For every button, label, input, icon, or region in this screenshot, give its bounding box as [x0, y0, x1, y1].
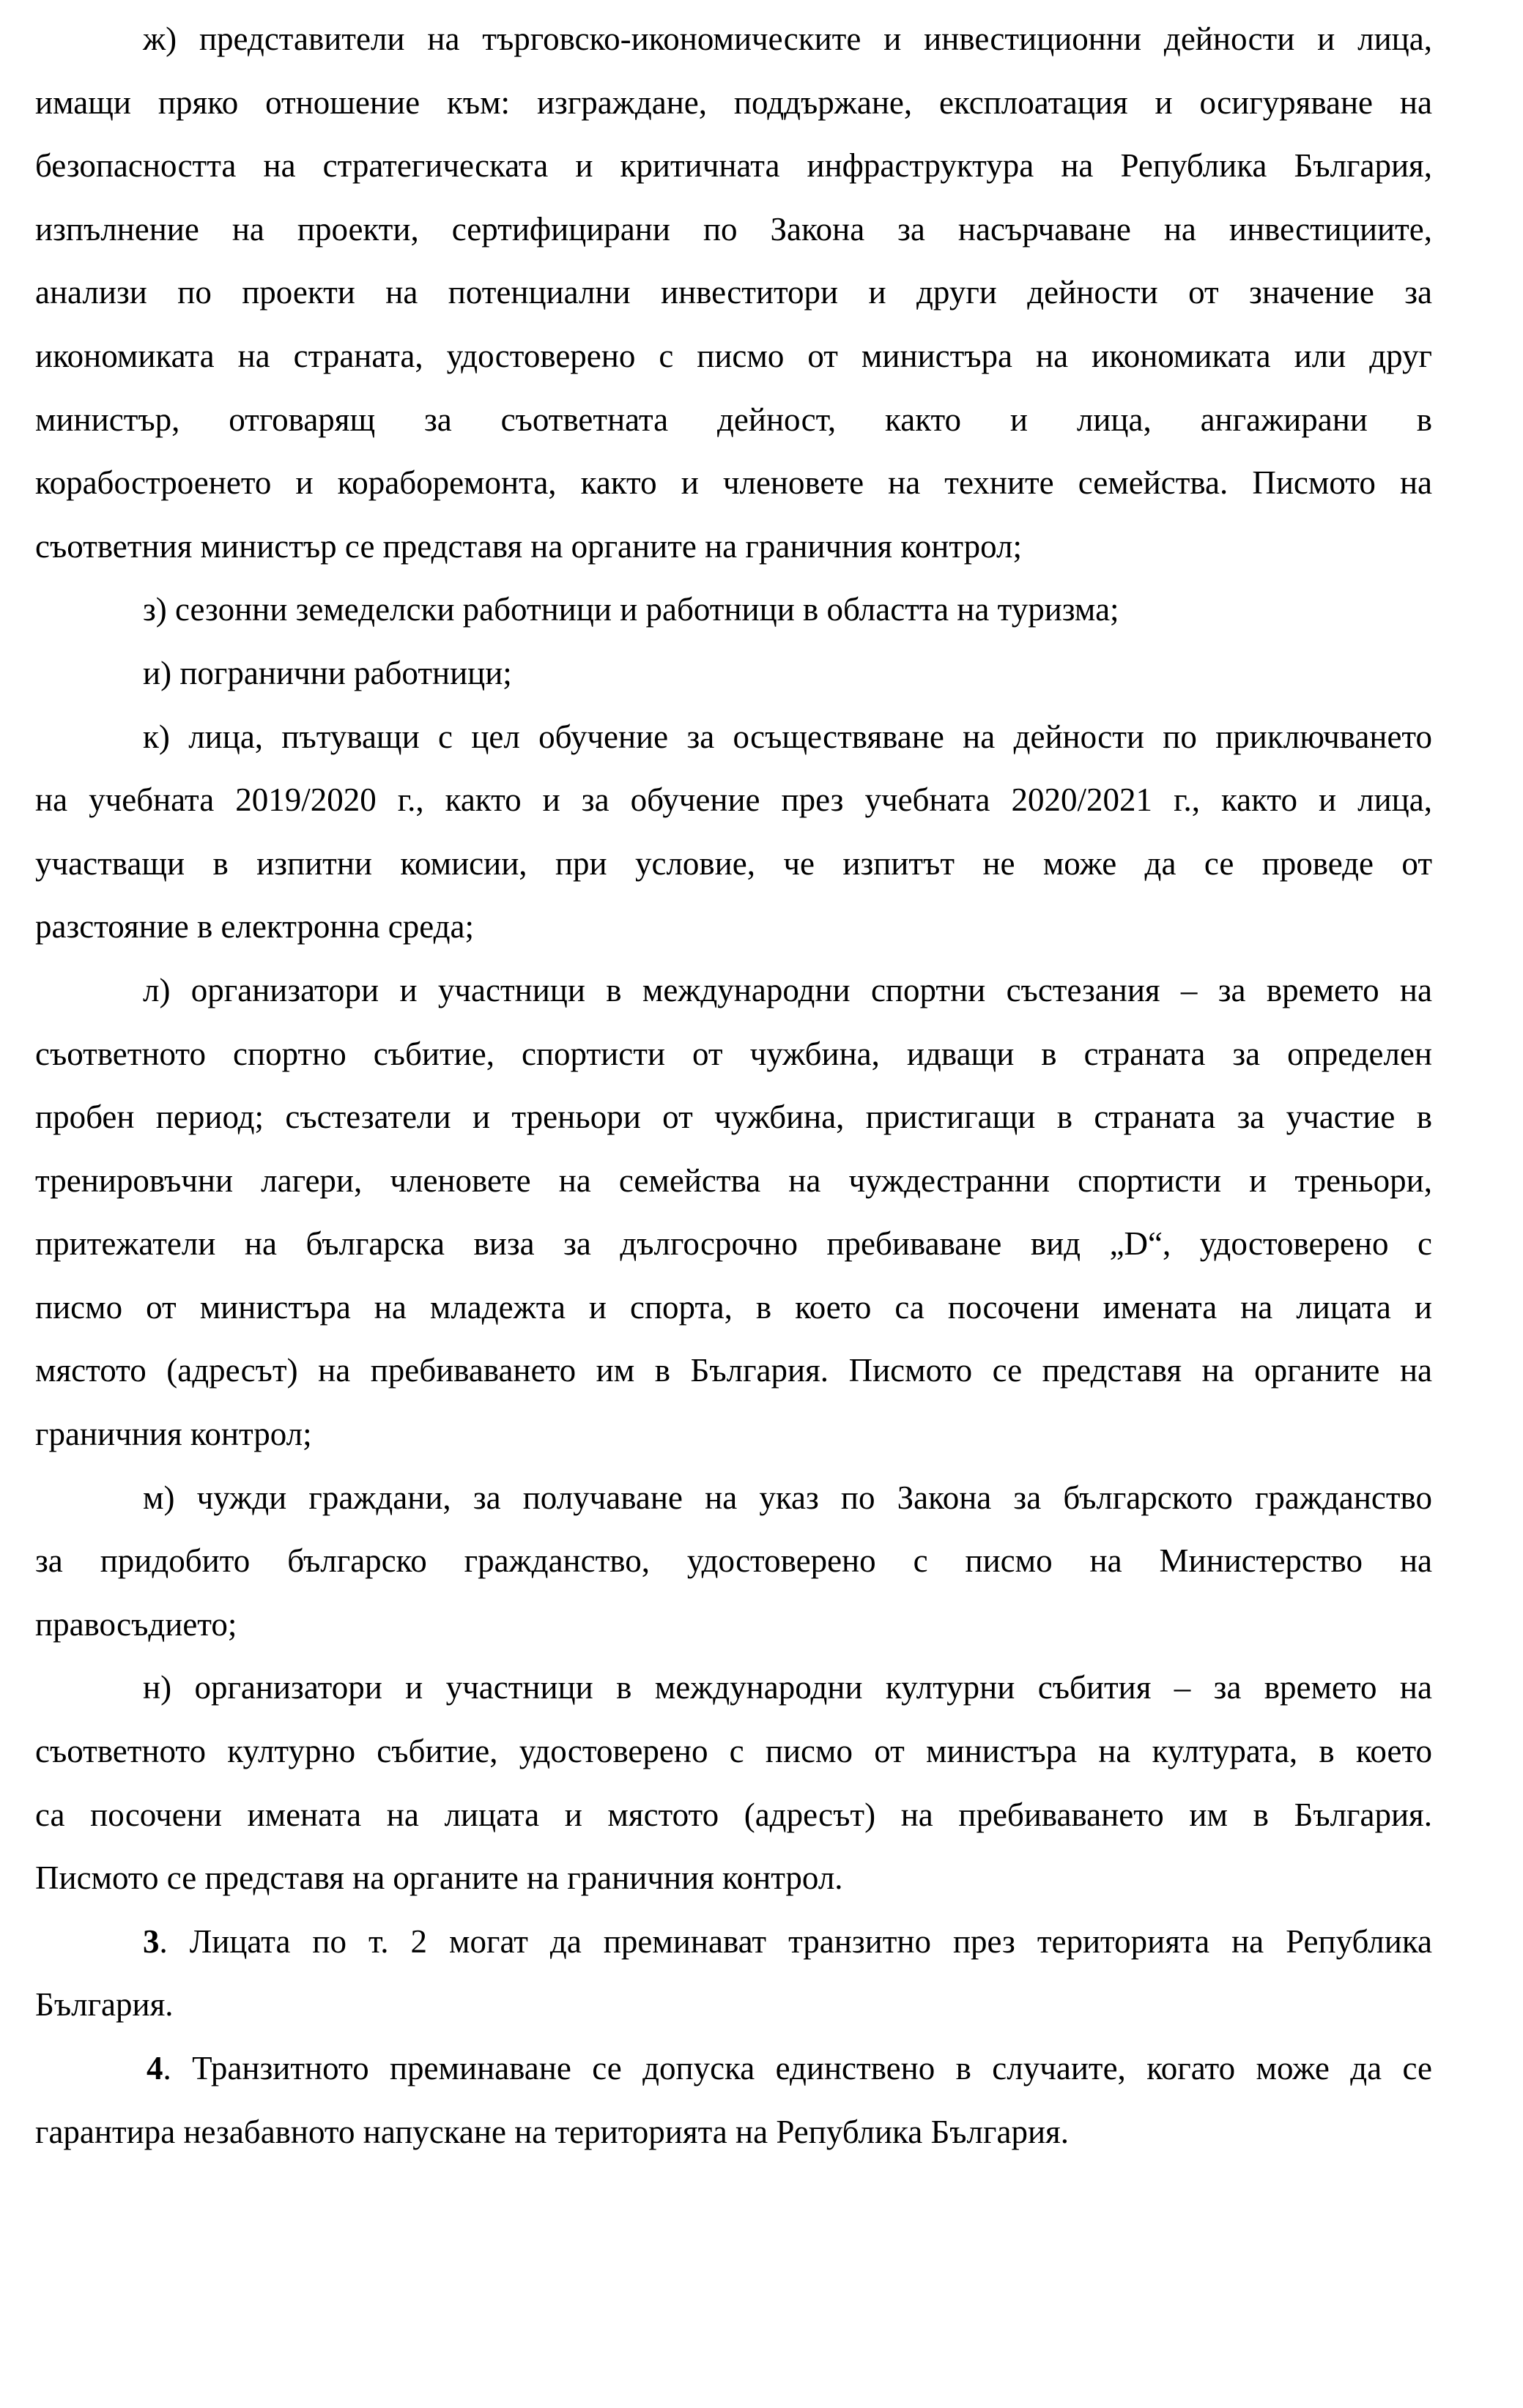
paragraph-l	[35, 959, 1432, 1466]
text-line: съответното спортно събитие, спортисти от чужбина, идващи в страната за определен	[35, 1035, 1432, 1072]
text-line: корабостроенето и кораборемонта, както и членовете на техните семейства. Писмото на	[35, 464, 1432, 502]
text-line: изпълнение на проекти, сертифицирани по Закона за насърчаване на инвестициите,	[35, 210, 1432, 248]
text-line: Писмото се представя на органите на граничния контрол.	[35, 1859, 843, 1897]
text-line: са посочени имената на лицата и мястото (адресът) на пребиваването им в България.	[35, 1796, 1432, 1833]
text-line: съответното културно събитие, удостоверено с писмо от министъра на културата, в което	[35, 1733, 1432, 1770]
text-line	[35, 2037, 1432, 2100]
text-line: н) организатори и участници в международни културни събития – за времето на	[143, 1669, 1432, 1706]
text-line: икономиката на страната, удостоверено с писмо от министъра на икономиката или друг	[35, 337, 1432, 374]
text-line: м) чужди граждани, за получаване на указ по Закона за българското гражданство	[143, 1479, 1432, 1516]
item-number: 3	[143, 1922, 160, 1960]
paragraph-item-3	[35, 1910, 1432, 2037]
text-line: мястото (адресът) на пребиваването им в България. Писмото се представя на органите на	[35, 1352, 1432, 1389]
text-line: к) лица, пътуващи с цел обучение за осъществяване на дейности по приключването	[143, 718, 1432, 755]
text-line: участващи в изпитни комисии, при условие, че изпитът не може да се проведе от	[35, 844, 1432, 882]
item-text: . Транзитното преминаване се допуска единствено в случаите, когато може да се	[163, 2050, 1432, 2086]
paragraph-n	[35, 1656, 1432, 1909]
text-line: л) организатори и участници в международни спортни състезания – за времето на	[143, 971, 1432, 1008]
paragraph-m	[35, 1466, 1432, 1657]
text-line: тренировъчни лагери, членовете на семейства на чуждестранни спортисти и треньори,	[35, 1162, 1432, 1199]
text-line: писмо от министъра на младежта и спорта, в което са посочени имената на лицата и	[35, 1288, 1432, 1326]
item-text: . Лицата по т. 2 могат да преминават транзитно през територията на Република	[159, 1922, 1432, 1960]
item-number: 4	[147, 2050, 163, 2086]
text-line: България.	[35, 1986, 174, 2024]
text-line: на учебната 2019/2020 г., както и за обучение през учебната 2020/2021 г., както и лица,	[35, 781, 1432, 819]
text-line: гарантира незабавното напускане на територията на Република България.	[35, 2113, 1069, 2150]
text-line: министър, отговарящ за съответната дейност, както и лица, ангажирани в	[35, 401, 1432, 438]
text-line: анализи по проекти на потенциални инвеститори и други дейности от значение за	[35, 274, 1432, 311]
text-line: з) сезонни земеделски работници и работници в областта на туризма;	[143, 591, 1119, 628]
paragraph-z	[35, 578, 1432, 642]
document-page	[35, 7, 1432, 2163]
text-line: притежатели на българска виза за дългосрочно пребиваване вид „D“, удостоверено с	[35, 1225, 1432, 1263]
text-line: съответния министър се представя на органите на граничния контрол;	[35, 527, 1022, 565]
text-line: пробен период; състезатели и треньори от чужбина, пристигащи в страната за участие в	[35, 1099, 1432, 1136]
paragraph-zh	[35, 7, 1432, 578]
text-line: безопасността на стратегическата и критичната инфраструктура на Република България,	[35, 147, 1432, 185]
text-line: правосъдието;	[35, 1605, 237, 1643]
text-line	[35, 1910, 1432, 1974]
text-line: и) погранични работници;	[143, 654, 512, 691]
paragraph-k	[35, 705, 1432, 959]
text-line: разстояние в електронна среда;	[35, 908, 475, 945]
text-line: за придобито българско гражданство, удостоверено с писмо на Министерство на	[35, 1542, 1432, 1580]
text-line: имащи пряко отношение към: изграждане, поддържане, експлоатация и осигуряване на	[35, 83, 1432, 121]
text-line: ж) представители на търговско-икономическите и инвестиционни дейности и лица,	[143, 21, 1432, 57]
paragraph-i	[35, 642, 1432, 705]
text-line: граничния контрол;	[35, 1416, 312, 1453]
paragraph-item-4	[35, 2037, 1432, 2163]
